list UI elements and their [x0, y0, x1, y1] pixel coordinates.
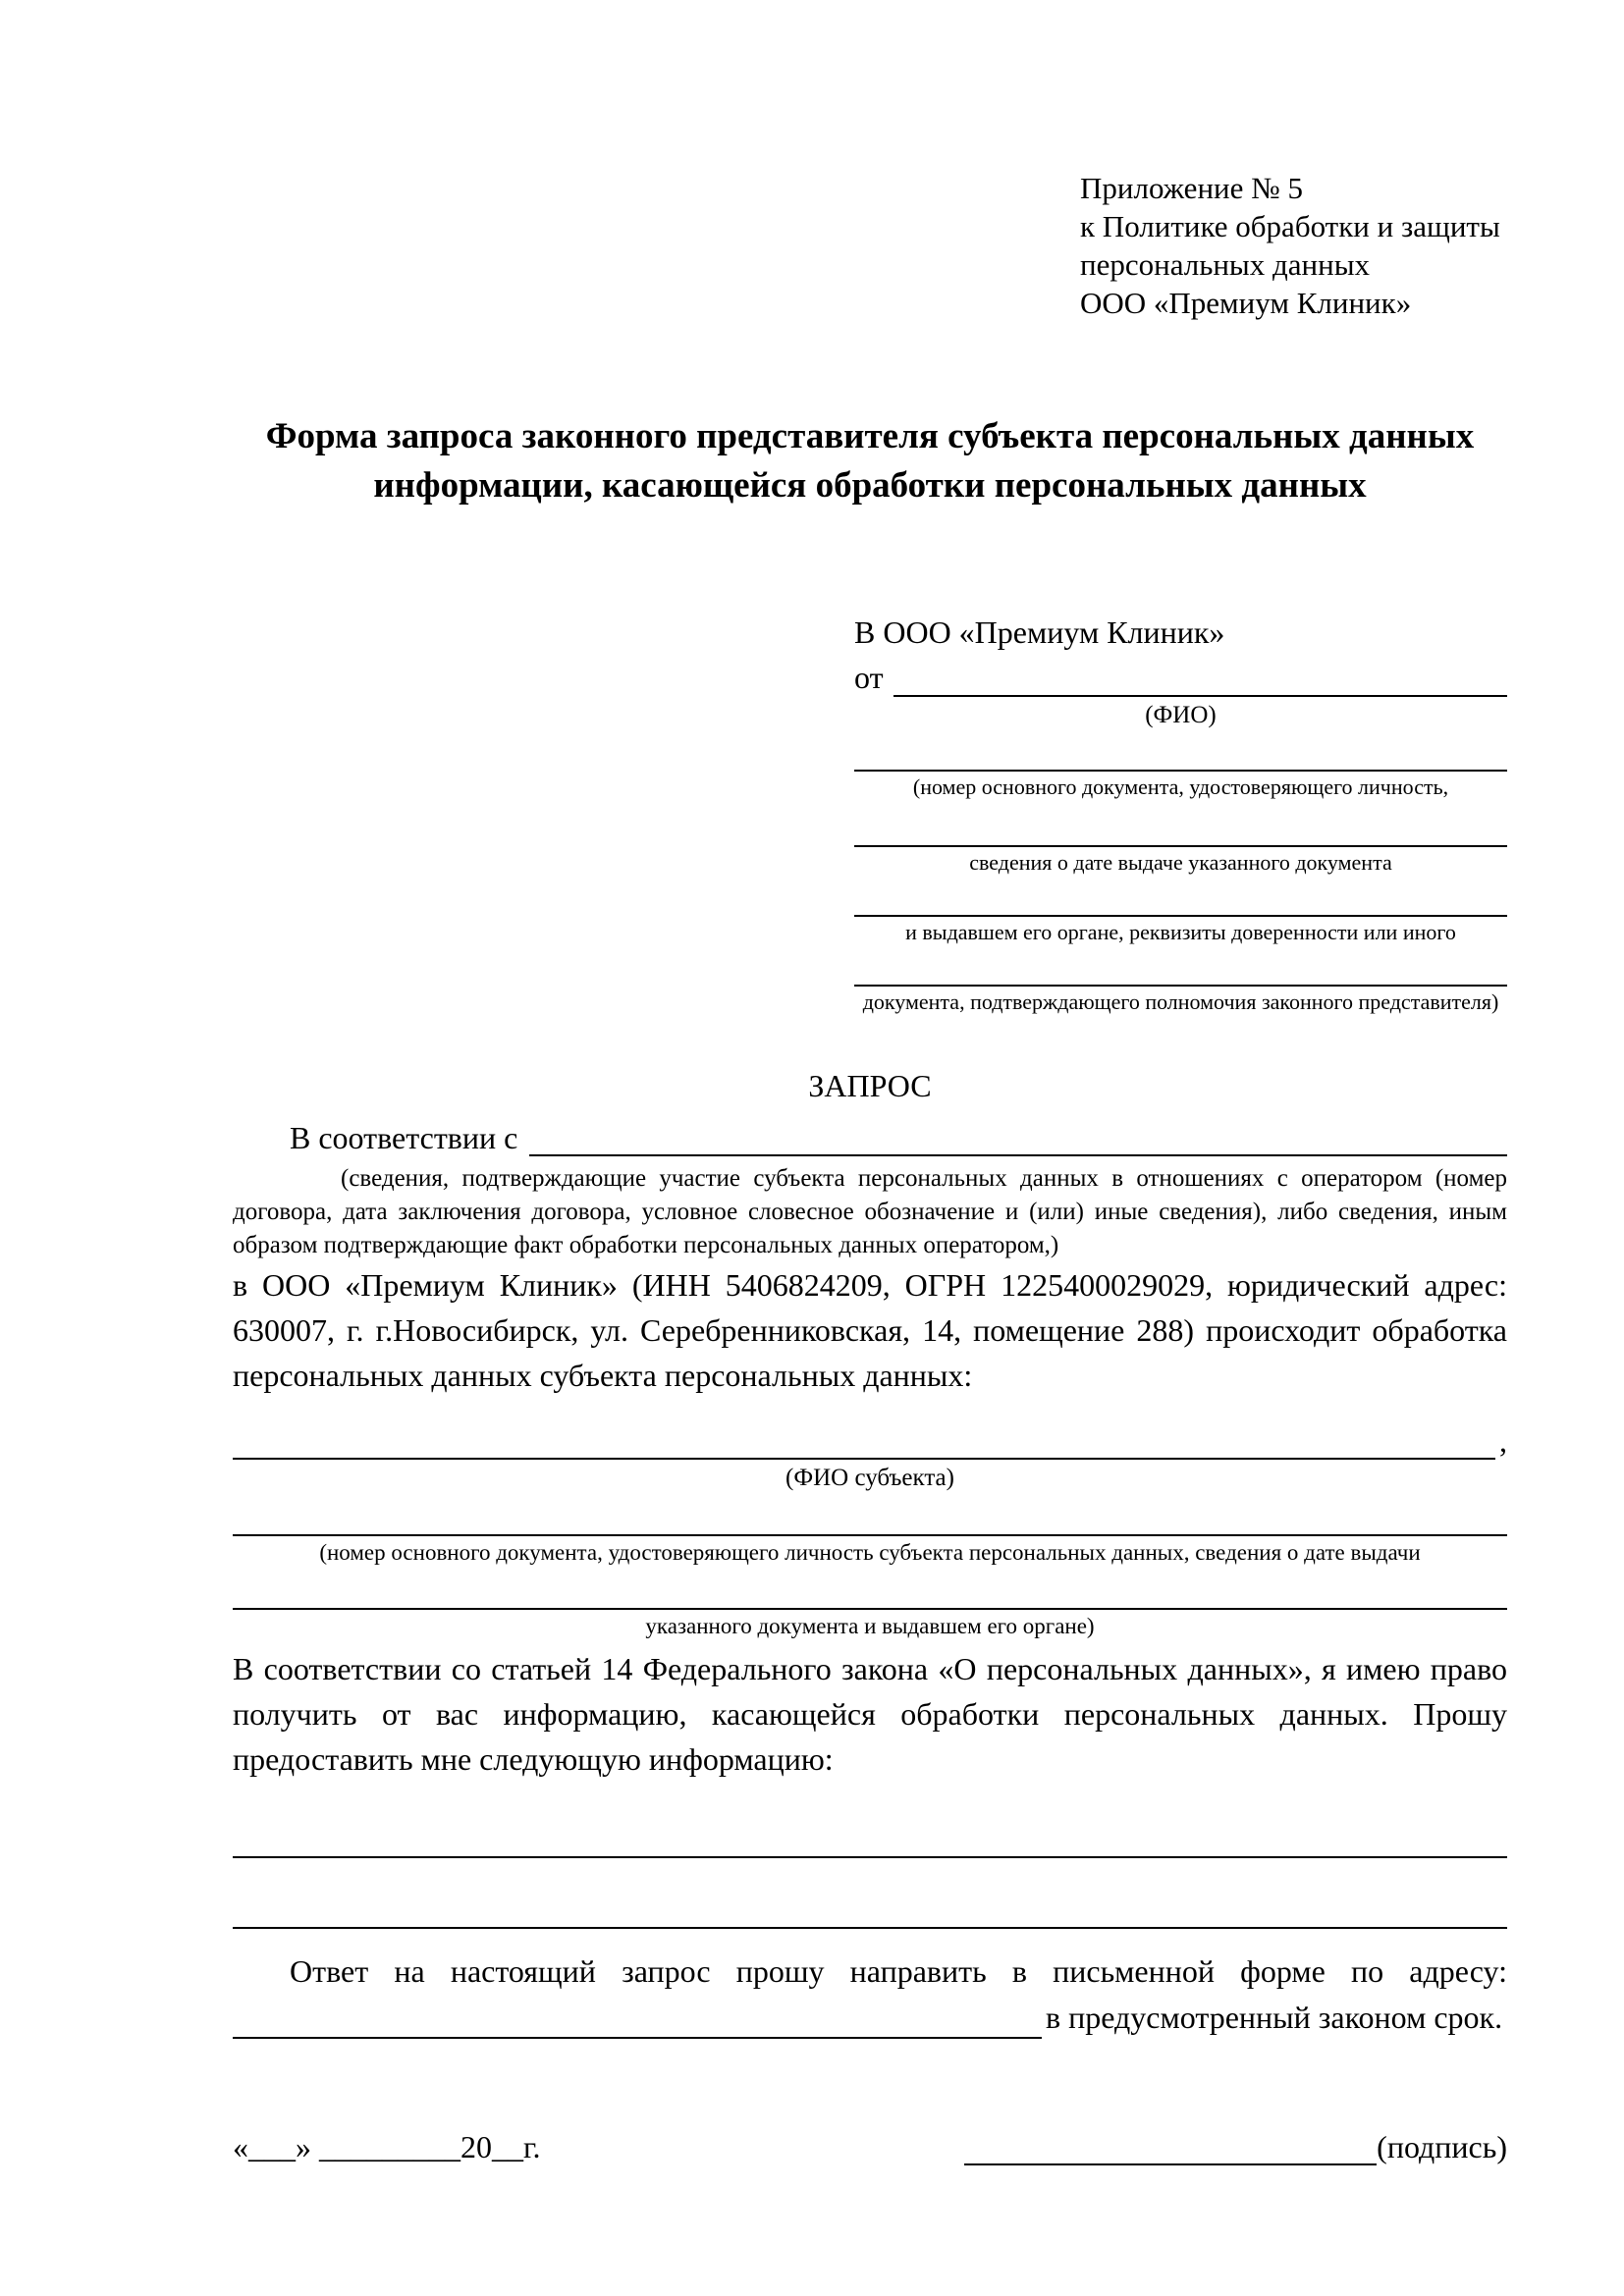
addressee-to: В ООО «Премиум Клиник»: [854, 614, 1225, 650]
doc-number-caption: (номер основного документа, удостоверяющего личность,: [912, 774, 1449, 799]
footer-row: [233, 2129, 1507, 2165]
intro-label: В соответствии с: [290, 1120, 518, 1155]
address-blank-line: [233, 1998, 1042, 2039]
authority-doc-caption: документа, подтверждающего полномочия законного представителя): [862, 989, 1499, 1014]
issue-date-blank-line: [854, 800, 1507, 847]
subject-fio-blank-line: [233, 1424, 1495, 1460]
addressee-block: [854, 613, 1507, 1015]
operator-paragraph: в ООО «Премиум Клиник» (ИНН 5406824209, ОГРН 1225400029029, юридический адрес: 630007, г. г.Новосибирск, ул. Серебренниковская, 14, помещение 288) происходит обработка персональных данных субъекта персональных данных:: [233, 1267, 1507, 1393]
appendix-line: к Политике обработки и защиты: [1080, 209, 1500, 243]
info-blank-line: [233, 1815, 1507, 1858]
document-title: [233, 412, 1507, 510]
issuer-blank-line: [854, 876, 1507, 917]
intro-blank-line: [529, 1121, 1507, 1156]
appendix-note: [1080, 169, 1507, 322]
date-line: «___» _________20__г.: [233, 2129, 541, 2164]
fio-caption: (ФИО): [1145, 702, 1217, 728]
answer-sentence: Ответ на настоящий запрос прошу направить в письменной форме по адресу:: [290, 1953, 1507, 1989]
issuer-caption: и выдавшем его органе, реквизиты доверенности или иного: [905, 920, 1456, 944]
intro-fineprint-caption: (сведения, подтверждающие участие субъекта персональных данных в отношениях с оператором (номер договора, дата заключения договора, условное словесное обозначение и (или) иные сведения), либо сведения, иным образом подтверждающие факт обработки персональных данных оператором,): [233, 1165, 1507, 1258]
answer-tail-row: [233, 1996, 1507, 2039]
appendix-line: Приложение № 5: [1080, 171, 1303, 205]
signature-caption: (подпись): [1377, 2129, 1507, 2164]
signature-block: [964, 2129, 1507, 2165]
issue-date-caption: сведения о дате выдаче указанного документа: [969, 850, 1392, 875]
fio-blank-line: [893, 662, 1507, 697]
addressee-from-row: [854, 658, 1507, 697]
authority-doc-blank-line: [854, 945, 1507, 987]
doc-number-blank-line: [854, 730, 1507, 772]
appendix-line: ООО «Премиум Клиник»: [1080, 286, 1412, 320]
request-intro-row: [233, 1120, 1507, 1156]
signature-blank-line: [964, 2130, 1377, 2165]
subject-doc-blank-line: [233, 1567, 1507, 1610]
answer-tail-text: в предусмотренный законом срок.: [1046, 2000, 1503, 2035]
subject-fio-row: [233, 1423, 1507, 1460]
document-content: [233, 0, 1507, 2165]
subject-doc-caption-1: (номер основного документа, удостоверяющего личность субъекта персональных данных, сведения о дате выдачи: [319, 1540, 1421, 1565]
law-paragraph: В соответствии со статьей 14 Федерального закона «О персональных данных», я имею право получить от вас информацию, касающейся обработки персональных данных. Прошу предоставить мне следующую информацию:: [233, 1651, 1507, 1777]
document-title-line: информации, касающейся обработки персональных данных: [373, 465, 1367, 506]
appendix-line: персональных данных: [1080, 247, 1371, 282]
subject-doc-caption-2: указанного документа и выдавшем его органе): [645, 1614, 1095, 1638]
document-title-line: Форма запроса законного представителя субъекта персональных данных: [265, 416, 1475, 456]
subject-doc-blank-line: [233, 1493, 1507, 1536]
from-label: от: [854, 660, 884, 695]
request-heading: ЗАПРОС: [808, 1068, 932, 1103]
subject-fio-caption: (ФИО субъекта): [785, 1465, 954, 1491]
subject-fio-comma: ,: [1499, 1423, 1507, 1459]
info-blank-line: [233, 1886, 1507, 1929]
